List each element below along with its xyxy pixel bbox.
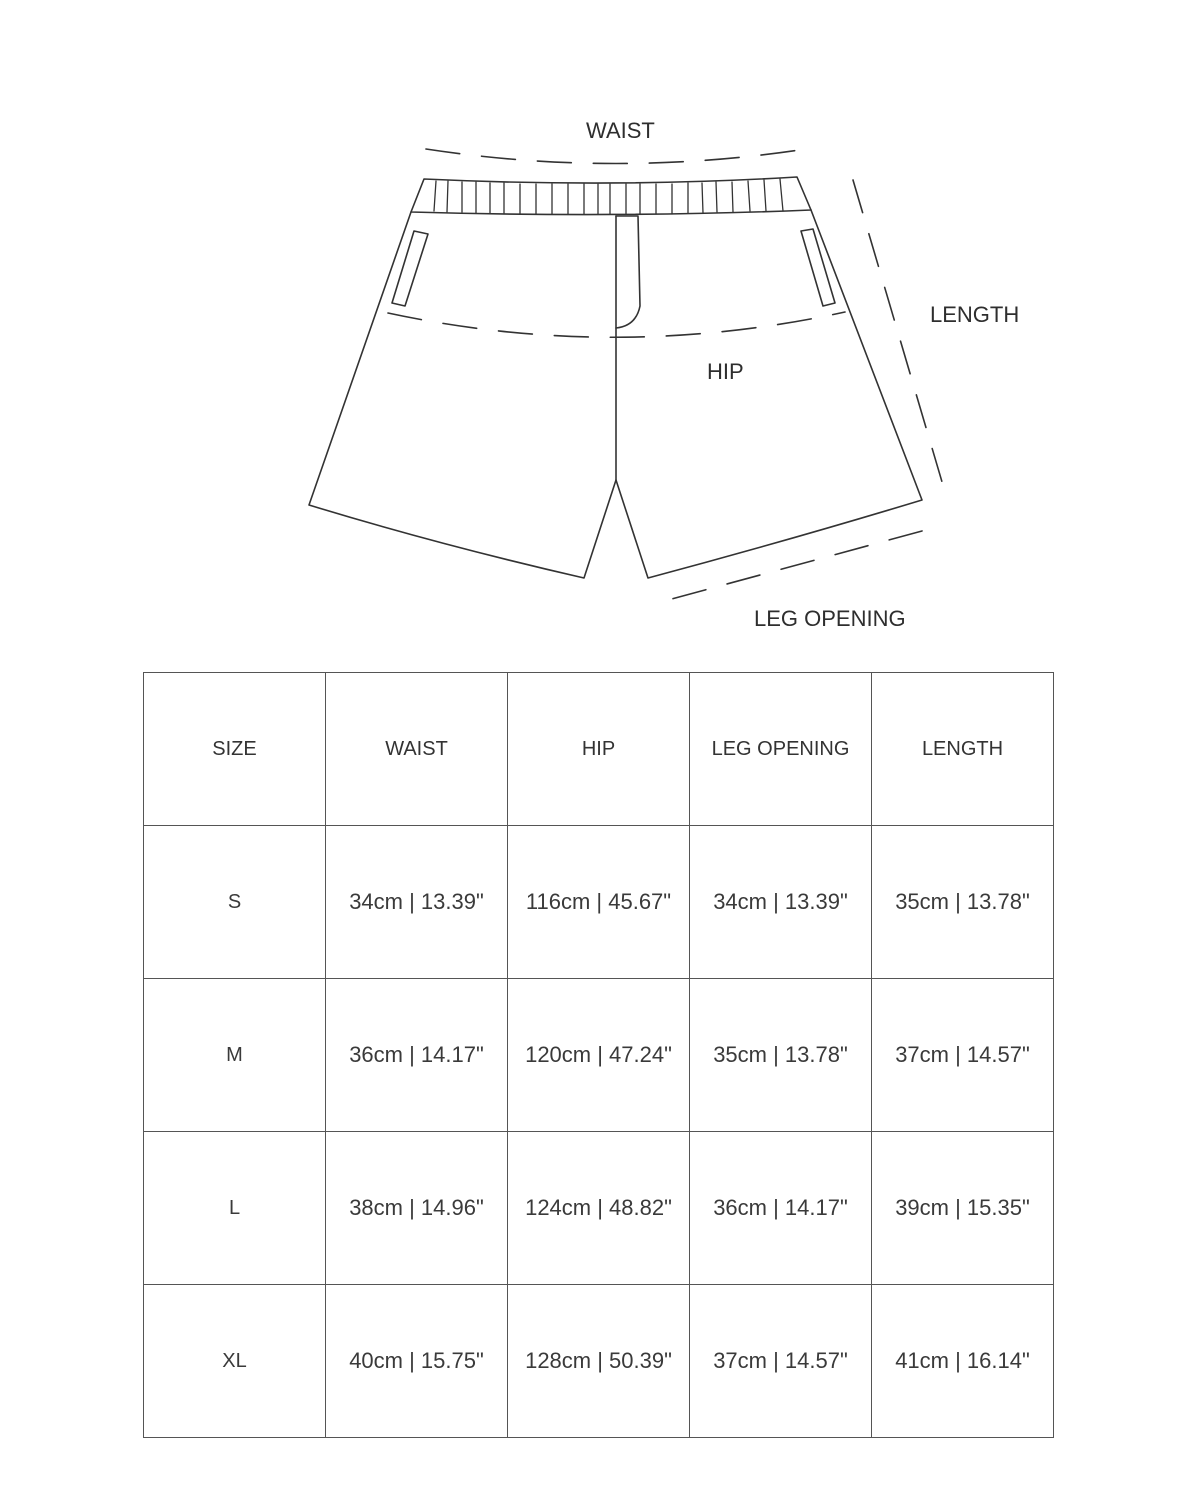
waistband-ribbing <box>434 179 783 214</box>
leg-opening-cell: 37cm | 14.57" <box>690 1285 872 1438</box>
table-row <box>144 1285 1054 1438</box>
waist-measure-line <box>426 149 806 164</box>
left-pocket <box>392 231 428 306</box>
header-waist: WAIST <box>326 673 508 826</box>
leg-opening-cell: 35cm | 13.78" <box>690 979 872 1132</box>
length-cell: 35cm | 13.78" <box>872 826 1054 979</box>
fly-stitch <box>616 216 640 328</box>
hip-cell: 116cm | 45.67" <box>508 826 690 979</box>
waistband <box>411 177 811 215</box>
hip-cell: 120cm | 47.24" <box>508 979 690 1132</box>
waist-cell: 36cm | 14.17" <box>326 979 508 1132</box>
waist-label: WAIST <box>586 118 655 143</box>
leg-opening-label: LEG OPENING <box>754 606 906 631</box>
size-cell: S <box>144 826 326 979</box>
waist-cell: 38cm | 14.96" <box>326 1132 508 1285</box>
right-pocket <box>801 229 835 306</box>
leg-opening-cell: 36cm | 14.17" <box>690 1132 872 1285</box>
size-cell: M <box>144 979 326 1132</box>
shorts-measurement-diagram <box>0 0 1200 660</box>
table-header-row <box>144 673 1054 826</box>
table-row <box>144 826 1054 979</box>
header-size: SIZE <box>144 673 326 826</box>
length-label: LENGTH <box>930 302 1020 327</box>
leg-opening-measure-line <box>668 531 922 600</box>
size-cell: XL <box>144 1285 326 1438</box>
hip-label: HIP <box>707 359 744 384</box>
size-cell: L <box>144 1132 326 1285</box>
length-cell: 41cm | 16.14" <box>872 1285 1054 1438</box>
hip-cell: 124cm | 48.82" <box>508 1132 690 1285</box>
table-row <box>144 979 1054 1132</box>
length-cell: 39cm | 15.35" <box>872 1132 1054 1285</box>
header-hip: HIP <box>508 673 690 826</box>
waist-cell: 34cm | 13.39" <box>326 826 508 979</box>
length-measure-line <box>853 180 945 492</box>
header-leg-opening: LEG OPENING <box>690 673 872 826</box>
length-cell: 37cm | 14.57" <box>872 979 1054 1132</box>
waist-cell: 40cm | 15.75" <box>326 1285 508 1438</box>
size-chart-table <box>143 672 1054 1438</box>
header-length: LENGTH <box>872 673 1054 826</box>
table-row <box>144 1132 1054 1285</box>
hip-cell: 128cm | 50.39" <box>508 1285 690 1438</box>
leg-opening-cell: 34cm | 13.39" <box>690 826 872 979</box>
